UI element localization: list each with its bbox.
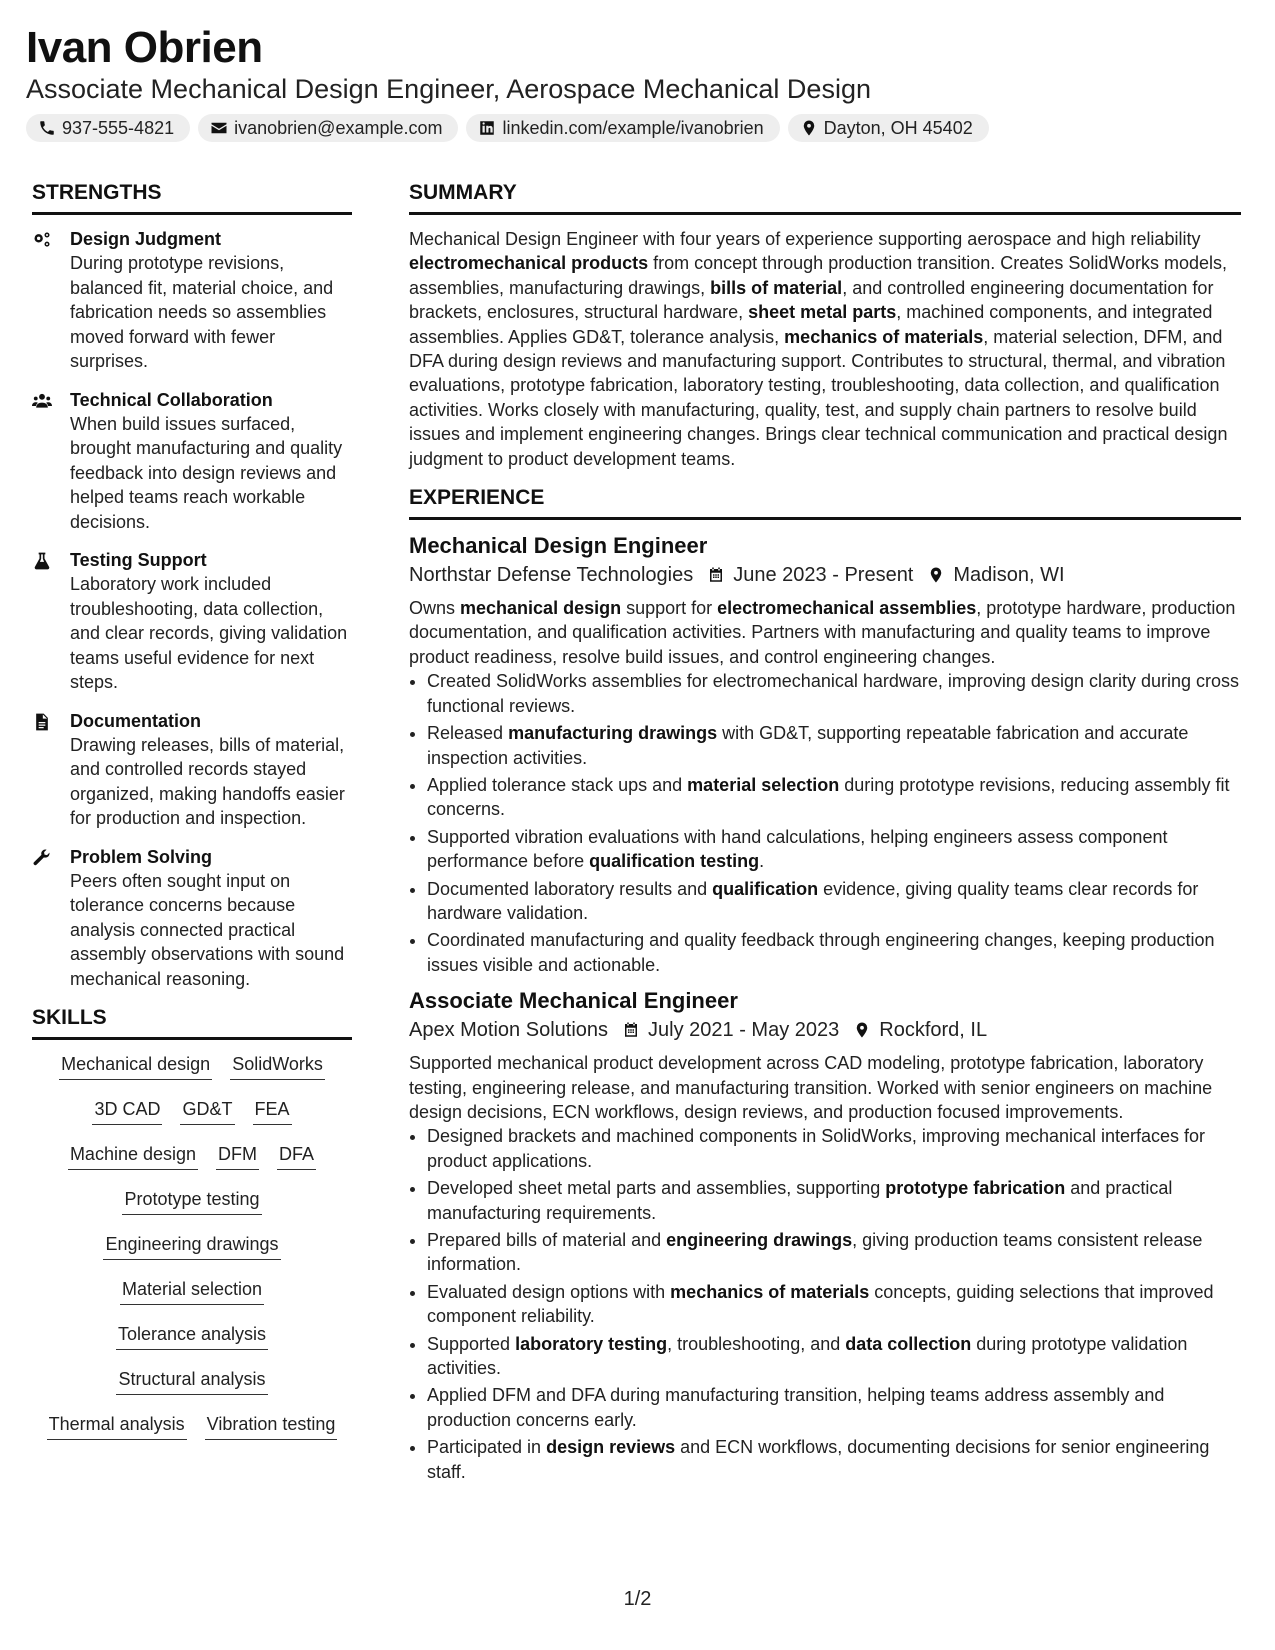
contact-text: Dayton, OH 45402	[823, 117, 973, 138]
bold-keyword: bills of material	[710, 277, 843, 298]
bold-keyword: electromechanical products	[409, 253, 649, 274]
right-column	[409, 180, 1241, 1494]
strength-title: Design Judgment	[70, 229, 222, 249]
skills-heading: SKILLS	[32, 1005, 352, 1040]
skill-row	[32, 1052, 352, 1097]
text-segment: during prototype revisions, reducing assembly fit concerns.	[427, 774, 1230, 820]
bold-keyword: engineering drawings	[666, 1230, 853, 1250]
strength-body	[70, 227, 352, 374]
skill-tag: DFA	[277, 1142, 316, 1170]
job-description	[409, 1051, 1241, 1124]
skill-tag: Material selection	[120, 1277, 264, 1305]
bold-keyword: qualification	[712, 878, 819, 899]
skill-row	[32, 1277, 352, 1322]
candidate-title: Associate Mechanical Design Engineer, Aerospace Mechanical Design	[26, 74, 871, 104]
job-bullet	[427, 669, 1241, 718]
skill-tag: SolidWorks	[230, 1052, 325, 1080]
bold-keyword: laboratory testing	[515, 1333, 668, 1354]
experience-heading: EXPERIENCE	[409, 485, 1241, 520]
skill-tag: Tolerance analysis	[116, 1322, 268, 1350]
skill-tag: Prototype testing	[122, 1187, 261, 1215]
skill-row	[32, 1097, 352, 1142]
job-meta	[409, 1015, 1241, 1045]
strength-description: Drawing releases, bills of material, and controlled records stayed organized, making handoffs easier for production and inspection.	[70, 734, 345, 828]
job-bullet	[427, 1228, 1241, 1277]
strength-item	[32, 845, 352, 992]
calendar-icon	[622, 1021, 640, 1039]
phone-icon	[38, 119, 56, 137]
job-bullet	[427, 1176, 1241, 1225]
contact-phone[interactable]	[26, 114, 190, 142]
text-segment: Applied tolerance stack ups and	[427, 774, 688, 795]
job-bullet	[427, 825, 1241, 874]
candidate-name: Ivan Obrien	[26, 23, 263, 72]
job-bullet	[427, 1280, 1241, 1329]
contact-envelope[interactable]	[198, 114, 458, 142]
job-bullet	[427, 1383, 1241, 1432]
skill-tag: Mechanical design	[59, 1052, 212, 1080]
text-segment: Created SolidWorks assemblies for electromechanical hardware, improving design clarity during cross functional reviews.	[427, 671, 1240, 716]
job-description	[409, 596, 1241, 669]
skill-row	[32, 1142, 352, 1187]
flask-icon	[32, 551, 52, 571]
strength-description: Laboratory work included troubleshooting, data collection, and clear records, giving validation teams useful evidence for next steps.	[70, 574, 348, 692]
contact-bar	[26, 114, 989, 142]
job-location: Rockford, IL	[879, 1019, 988, 1042]
job-title: Mechanical Design Engineer	[409, 533, 708, 559]
bold-keyword: data collection	[845, 1333, 972, 1354]
bold-keyword: qualification testing	[589, 851, 760, 872]
job-meta	[409, 560, 1241, 590]
summary-text	[409, 227, 1241, 471]
text-segment: Applied DFM and DFA during manufacturing transition, helping teams address assembly and production concerns early.	[427, 1385, 1165, 1430]
text-segment: , troubleshooting, and	[667, 1333, 846, 1354]
experience-list	[409, 532, 1241, 1484]
bold-keyword: sheet metal parts	[748, 302, 897, 323]
strength-item	[32, 388, 352, 535]
skill-row	[32, 1412, 352, 1457]
text-segment: and ECN workflows, documenting decisions for senior engineering staff.	[427, 1437, 1210, 1482]
skill-row	[32, 1367, 352, 1412]
job-bullets	[409, 1124, 1241, 1484]
text-segment: Coordinated manufacturing and quality feedback through engineering changes, keeping production issues visible and actionable.	[427, 930, 1215, 975]
contact-text: 937-555-4821	[62, 117, 175, 138]
job-bullet	[427, 877, 1241, 926]
text-segment: Supported mechanical product development across CAD modeling, prototype fabrication, laboratory testing, engineering release, and manufacturing transition. Worked with senior engineers on machine design decisions, ECN workflows, design reviews, and production focused improvements.	[409, 1053, 1213, 1122]
strength-title: Technical Collaboration	[70, 389, 273, 410]
skill-tag: Structural analysis	[116, 1367, 267, 1395]
location-pin-icon	[800, 119, 818, 137]
bold-keyword: mechanical design	[460, 598, 622, 619]
calendar-icon	[707, 566, 725, 584]
contact-text: ivanobrien@example.com	[234, 117, 443, 138]
job-bullet	[427, 928, 1241, 977]
skill-tag: Engineering drawings	[103, 1232, 280, 1260]
contact-text: linkedin.com/example/ivanobrien	[502, 117, 764, 138]
strength-icon-wrap	[32, 388, 56, 535]
strength-icon-wrap	[32, 709, 56, 831]
skill-tag: FEA	[253, 1097, 292, 1125]
bold-keyword: material selection	[687, 774, 840, 795]
job-bullet	[427, 773, 1241, 822]
job-bullet	[427, 721, 1241, 770]
strength-title: Documentation	[70, 710, 202, 731]
job-location: Madison, WI	[953, 564, 1065, 587]
text-segment: Evaluated design options with	[427, 1281, 671, 1302]
text-segment: Released	[427, 723, 509, 744]
page-number: 1/2	[623, 1588, 652, 1610]
strength-description: During prototype revisions, balanced fit, material choice, and fabrication needs so assemblies moved forward with fewer surprises.	[70, 253, 334, 371]
text-segment: , and controlled engineering documentation for brackets, enclosures, structural hardware,	[409, 277, 1214, 323]
text-segment: Supported	[427, 1333, 516, 1354]
job-title: Associate Mechanical Engineer	[409, 988, 738, 1014]
text-segment: , machined components, and integrated assemblies. Applies GD&T, tolerance analysis,	[409, 302, 1213, 347]
text-segment: , giving production teams consistent release information.	[427, 1230, 1203, 1275]
location-pin-icon	[927, 566, 945, 584]
skill-row	[32, 1322, 352, 1367]
text-segment: concepts, guiding selections that improved component reliability.	[427, 1281, 1214, 1327]
text-segment: , material selection, DFM, and DFA during design reviews and manufacturing support. Contributes to structural, thermal, and vibration evaluations, prototype fabrication, laboratory testing, troubleshooting, data collection, and qualification activities. Works closely with manufacturing, quality, test, and supply chain partners to resolve build issues and implement engineering changes. Brings clear technical communication and practical design judgment to product development teams.	[409, 326, 1228, 469]
bold-keyword: electromechanical assemblies	[717, 598, 977, 619]
job-dates: July 2021 - May 2023	[648, 1019, 840, 1042]
strength-body	[70, 709, 352, 831]
text-segment: from concept through production transition. Creates SolidWorks models, assemblies, manufacturing drawings,	[409, 253, 1228, 298]
strengths-list	[32, 227, 352, 991]
bold-keyword: manufacturing drawings	[508, 723, 718, 744]
text-segment: Developed sheet metal parts and assemblies, supporting	[427, 1178, 886, 1199]
job-company: Apex Motion Solutions	[409, 1019, 609, 1042]
skill-tag: 3D CAD	[92, 1097, 162, 1125]
job-entry	[409, 987, 1241, 1484]
text-segment: during prototype validation activities.	[427, 1333, 1188, 1379]
strength-description: Peers often sought input on tolerance concerns because analysis connected practical assembly observations with sound mechanical reasoning.	[70, 870, 345, 989]
job-entry	[409, 532, 1241, 977]
strength-icon-wrap	[32, 548, 56, 695]
location-pin-icon	[853, 1021, 871, 1039]
strength-description: When build issues surfaced, brought manufacturing and quality feedback into design reviews and helped teams reach workable decisions.	[70, 413, 343, 532]
text-segment: and practical manufacturing requirements.	[427, 1178, 1173, 1223]
skill-row	[32, 1232, 352, 1277]
summary-heading: SUMMARY	[409, 180, 1241, 215]
text-segment: Mechanical Design Engineer with four years of experience supporting aerospace and high reliability	[409, 229, 1201, 249]
text-segment: support for	[621, 598, 718, 619]
strength-item	[32, 709, 352, 831]
bold-keyword: prototype fabrication	[885, 1178, 1066, 1199]
job-bullet	[427, 1332, 1241, 1381]
strength-body	[70, 845, 352, 992]
text-segment: Prepared bills of material and	[427, 1230, 667, 1250]
job-bullet	[427, 1124, 1241, 1173]
text-segment: , prototype hardware, production documentation, and qualification activities. Partners with manufacturing and quality teams to improve product readiness, resolve build issues, and control engineering changes.	[409, 598, 1236, 667]
text-segment: Participated in	[427, 1437, 547, 1458]
job-bullet	[427, 1435, 1241, 1484]
skill-tag: Machine design	[68, 1142, 198, 1170]
strength-title: Testing Support	[70, 550, 207, 570]
job-bullets	[409, 669, 1241, 977]
text-segment: evidence, giving quality teams clear records for hardware validation.	[427, 878, 1199, 923]
contact-linkedin[interactable]	[466, 114, 779, 142]
left-column	[32, 180, 352, 1457]
text-segment: .	[759, 851, 765, 872]
text-segment: with GD&T, supporting repeatable fabrication and accurate inspection activities.	[427, 723, 1189, 768]
job-company: Northstar Defense Technologies	[409, 564, 694, 587]
envelope-icon	[210, 119, 228, 137]
skill-tag: GD&T	[180, 1097, 234, 1125]
strength-item	[32, 548, 352, 695]
users-icon	[32, 391, 52, 411]
job-dates: June 2023 - Present	[733, 564, 914, 587]
linkedin-icon	[478, 119, 496, 137]
document-icon	[32, 712, 52, 732]
wrench-icon	[32, 848, 52, 868]
contact-location-pin[interactable]	[788, 114, 989, 142]
skills-list	[32, 1052, 352, 1457]
gears-icon	[32, 230, 52, 250]
skill-tag: DFM	[216, 1142, 259, 1170]
strength-body	[70, 388, 352, 535]
skill-tag: Vibration testing	[205, 1412, 338, 1440]
strength-body	[70, 548, 352, 695]
strength-icon-wrap	[32, 845, 56, 992]
skill-tag: Thermal analysis	[47, 1412, 187, 1440]
strength-item	[32, 227, 352, 374]
text-segment: Supported vibration evaluations with hand calculations, helping engineers assess component performance before	[427, 826, 1168, 872]
text-segment: Owns	[409, 598, 461, 619]
bold-keyword: design reviews	[546, 1437, 676, 1458]
strength-title: Problem Solving	[70, 846, 213, 867]
text-segment: Documented laboratory results and	[427, 878, 713, 899]
skill-row	[32, 1187, 352, 1232]
bold-keyword: mechanics of materials	[670, 1281, 870, 1302]
bold-keyword: mechanics of materials	[784, 326, 984, 347]
strength-icon-wrap	[32, 227, 56, 374]
strengths-heading: STRENGTHS	[32, 180, 352, 215]
text-segment: Designed brackets and machined components in SolidWorks, improving mechanical interfaces for product applications.	[427, 1126, 1206, 1171]
